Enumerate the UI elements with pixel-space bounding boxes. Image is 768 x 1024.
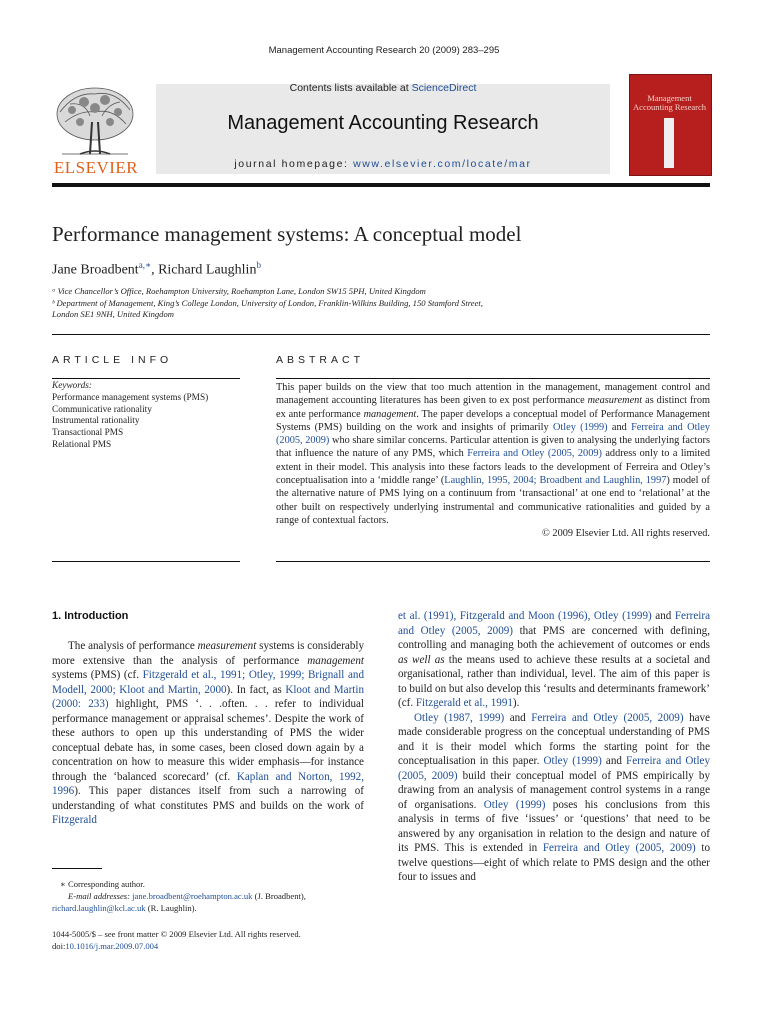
keyword: Relational PMS xyxy=(52,439,112,450)
article-info-heading: ARTICLE INFO xyxy=(52,354,173,366)
citation-link[interactable]: et al. (1991), Fitzgerald and Moon (1996), Otley (1999) xyxy=(398,610,652,622)
keyword: Instrumental rationality xyxy=(52,416,140,427)
text: and xyxy=(601,755,627,767)
keyword: Communicative rationality xyxy=(52,404,152,415)
citation-link[interactable]: Kloot and Martin (2000: 233) xyxy=(52,683,364,710)
body-column-left xyxy=(52,639,364,828)
author-name: Jane Broadbent xyxy=(52,262,139,278)
affiliation-b: ᵇ Department of Management, King’s College London, University of London, Franklin-Wilkins Building, 150 Stamford Street, xyxy=(52,298,483,308)
affiliation-a: ᵃ Vice Chancellor’s Office, Roehampton University, Roehampton Lane, London SW15 5PH, United Kingdom xyxy=(52,286,426,296)
text: to twelve questions—eight of which relate to PMS design and the other four to issues and xyxy=(398,842,710,883)
divider xyxy=(52,378,240,379)
email-owner: (J. Broadbent), xyxy=(252,891,306,901)
masthead-rule xyxy=(52,183,710,187)
email-link[interactable]: richard.laughlin@kcl.ac.uk xyxy=(52,903,146,913)
journal-homepage xyxy=(156,158,610,170)
abstract-heading: ABSTRACT xyxy=(276,354,365,366)
text: the means used to achieve these results at a societal and organisational, rather than individual, level. The aim of this paper is to build on but also develop this ‘results and determinants framework’ (cf. xyxy=(398,653,711,709)
text: that PMS are concerned with defining, controlling and managing both the achievement of outcomes or ends xyxy=(398,624,710,651)
article-title: Performance management systems: A conceptual model xyxy=(52,222,522,246)
citation-link[interactable]: Otley (1999) xyxy=(543,755,602,767)
email-label: E-mail addresses: xyxy=(68,891,130,901)
author-affiliation-marker[interactable]: b xyxy=(256,260,261,270)
citation-link[interactable]: Laughlin, 1995, 2004; Broadbent and Laughlin, 1997 xyxy=(444,475,667,487)
divider xyxy=(276,378,710,379)
paragraph xyxy=(398,711,710,885)
divider xyxy=(52,334,710,335)
text: highlight, PMS ‘. . .often. . . refer to individual performance management or appraisal schemes’. Despite the work of these authors to open up this understanding of PMS the wider conceptual debate has, in some cases, been closed down again by a concentration on how to measure this wider emphasis—for instance through the ‘balanced scorecard’ (cf. xyxy=(52,698,365,783)
text: address only to a limited extent in their model. This analysis into these factors leads to the development of Ferreira and Otley’s conceptualisation into a ‘middle range’ ( xyxy=(276,448,710,487)
section-heading: 1. Introduction xyxy=(52,610,129,622)
citation-link[interactable]: Otley (1987, 1999) xyxy=(414,711,505,724)
abstract-text xyxy=(276,381,710,541)
text: who share similar concerns. Particular attention is given to analysing the underlying factors that influence the nature of any PMS, which xyxy=(276,435,710,460)
citation-link[interactable]: Otley (1999) xyxy=(552,421,608,433)
doi-line xyxy=(52,940,372,952)
citation-link[interactable]: Ferreira and Otley (2005, 2009) xyxy=(542,842,696,854)
keywords-block xyxy=(52,381,240,452)
footnote xyxy=(52,878,372,914)
text: ) model of the alternative nature of PMS lying on a continuum from ‘transactional’ at one end to ‘relational’ at the other built on respectively underlying instrumental and communicative rationalities and guided by a range of contextual factors. xyxy=(276,475,710,526)
front-matter xyxy=(52,928,372,952)
email-line xyxy=(52,890,372,902)
citation-link[interactable]: Otley (1999) xyxy=(483,798,546,811)
text: ). In fact, as xyxy=(226,683,286,696)
text-em: management xyxy=(307,654,364,667)
homepage-link[interactable]: www.elsevier.com/locate/mar xyxy=(353,158,532,170)
keyword: Performance management systems (PMS) xyxy=(52,392,209,403)
author-separator: , xyxy=(151,262,159,278)
affiliation-b-cont: London SE1 9NH, United Kingdom xyxy=(52,309,174,319)
journal-title: Management Accounting Research xyxy=(227,112,539,134)
text: and xyxy=(651,610,675,622)
author-list xyxy=(52,260,261,279)
citation-link[interactable]: Ferreira and Otley (2005, 2009) xyxy=(276,421,711,447)
email-link[interactable]: jane.broadbent@roehampton.ac.uk xyxy=(132,891,253,901)
author-name: Richard Laughlin xyxy=(158,262,257,278)
author-affiliation-marker[interactable]: a,∗ xyxy=(138,260,152,270)
text: The analysis of performance xyxy=(68,640,198,652)
citation-link[interactable]: Fitzgerald et al., 1991; Otley, 1999; Brignall and Modell, 2000; Kloot and Martin, 2000 xyxy=(52,669,364,696)
text: as distinct from ex ante performance xyxy=(276,395,710,420)
doi-link[interactable]: 10.1016/j.mar.2009.07.004 xyxy=(65,941,159,951)
text: and xyxy=(504,711,532,724)
citation-link[interactable]: Ferreira and Otley (2005, 2009) xyxy=(398,755,710,782)
running-head: Management Accounting Research 20 (2009) 283–295 xyxy=(268,45,500,56)
citation-link[interactable]: Fitzgerald xyxy=(52,814,97,826)
keyword: Transactional PMS xyxy=(52,428,124,439)
text: and xyxy=(607,421,632,433)
text-em: as well as xyxy=(398,653,445,666)
email-owner: (R. Laughlin). xyxy=(145,903,197,913)
text: build their conceptual model of PMS empirically by drawing from an analysis of management control systems in a range of organisations. xyxy=(398,769,710,811)
cover-title: Management Accounting Research xyxy=(633,93,706,112)
text: This paper builds on the view that too much attention in the management, management control and management accounting literatures has been given to ex post performance xyxy=(276,382,710,407)
issn-line: 1044-5005/$ – see front matter © 2009 Elsevier Ltd. All rights reserved. xyxy=(52,929,301,939)
elsevier-wordmark: ELSEVIER xyxy=(53,158,139,177)
paragraph xyxy=(398,609,710,711)
doi-label: doi: xyxy=(52,941,66,951)
contents-prefix: Contents lists available at xyxy=(289,82,412,94)
contents-line xyxy=(156,82,610,94)
text-em: management xyxy=(363,408,417,420)
email-line xyxy=(52,902,372,914)
homepage-prefix: journal homepage: xyxy=(234,158,354,170)
citation-link[interactable]: Ferreira and Otley (2005, 2009) xyxy=(467,448,602,460)
text: systems is considerably more extensive than the analysis of performance xyxy=(52,640,364,667)
text: . The paper develops a conceptual model of Performance Management Systems (PMS) building on the work and insights of primarily xyxy=(276,408,710,433)
text: poses his conclusions from this analysis in terms of five ‘issues’ or ‘questions’ that need to be answered by any organisation in relation to the design and nature of its PMS. This is extended in xyxy=(398,798,710,854)
divider xyxy=(276,561,710,562)
citation-link[interactable]: Ferreira and Otley (2005, 2009) xyxy=(531,711,684,724)
text: ). This paper distances itself from such a narrowing of understanding of what constitutes PMS and builds on the work of xyxy=(52,785,364,812)
divider xyxy=(52,561,240,562)
sciencedirect-link[interactable]: ScienceDirect xyxy=(411,82,477,94)
text-em: measurement xyxy=(197,640,257,652)
abstract-copyright: © 2009 Elsevier Ltd. All rights reserved. xyxy=(542,528,710,540)
keywords-label: Keywords: xyxy=(52,381,92,391)
text: systems (PMS) (cf. xyxy=(52,669,143,681)
citation-link[interactable]: Fitzgerald et al., 1991 xyxy=(415,697,513,709)
citation-link[interactable]: Ferreira and Otley (2005, 2009) xyxy=(398,610,710,637)
citation-link[interactable]: Kaplan and Norton, 1992, 1996 xyxy=(52,770,364,797)
corresponding-author-note: ∗ Corresponding author. xyxy=(60,879,145,889)
text: ). xyxy=(512,697,520,709)
text-em: measurement xyxy=(587,395,643,407)
cover-graphic xyxy=(664,118,674,168)
text: have made considerable progress on the conceptual understanding of PMS and it is their model which forms the starting point for the conceptualisation in this paper. xyxy=(398,711,711,767)
body-column-right xyxy=(398,609,710,885)
footnote-rule xyxy=(52,868,102,869)
